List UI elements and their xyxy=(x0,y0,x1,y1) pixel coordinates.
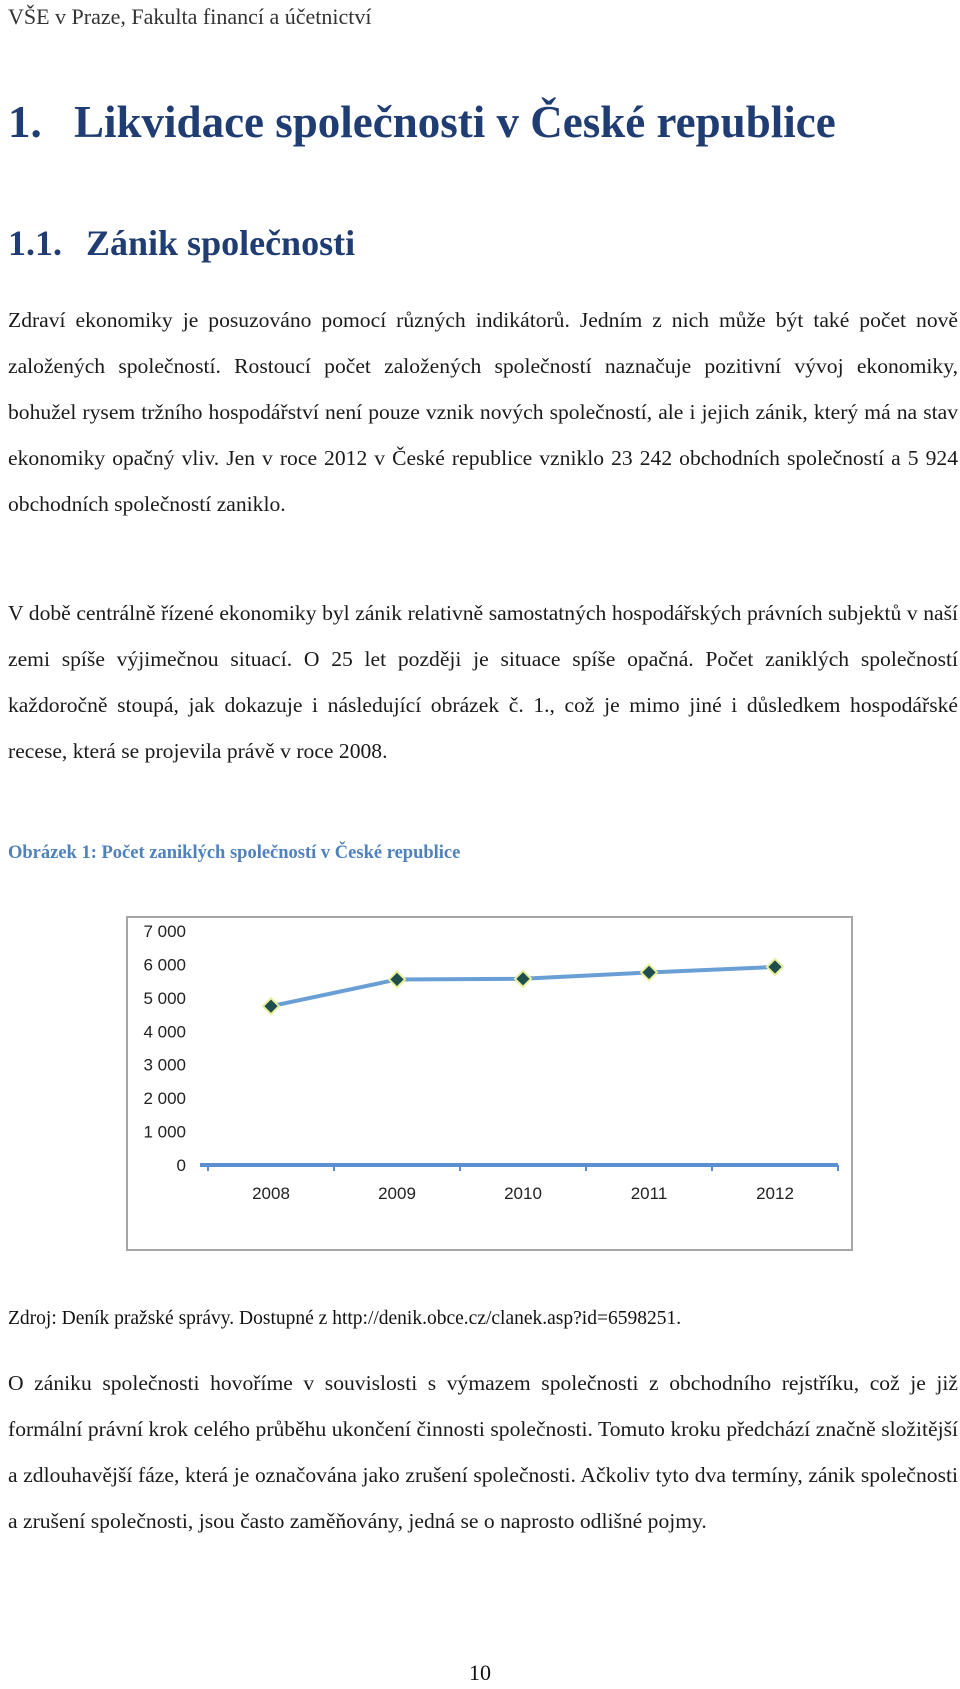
y-tick-label: 5 000 xyxy=(143,988,186,1008)
data-point-marker xyxy=(389,971,405,987)
paragraph-intro: Zdraví ekonomiky je posuzováno pomocí různých indikátorů. Jedním z nich může být také počet nově založených společností. Rostoucí počet založených společností naznačuje pozitivní vývoj ekonomiky, bohužel rysem tržního hospodářství není pouze vznik nových společností, ale i jejich zánik, který má na stav ekonomiky opačný vliv. Jen v roce 2012 v České republice vzniklo 23 242 obchodních společností a 5 924 obchodních společností zaniklo. xyxy=(8,308,958,516)
figure-caption: Obrázek 1: Počet zaniklých společností v České republice xyxy=(8,843,461,863)
y-tick-label: 4 000 xyxy=(143,1022,186,1042)
chart-frame xyxy=(126,916,853,1251)
x-tick-label: 2009 xyxy=(378,1184,416,1203)
y-tick-label: 6 000 xyxy=(143,955,186,975)
paragraph-central-economy: V době centrálně řízené ekonomiky byl zánik relativně samostatných hospodářských právních subjektů v naší zemi spíše výjimečnou situací. O 25 let později je situace spíše opačná. Počet zaniklých společností každoročně stoupá, jak dokazuje i následující obrázek č. 1., což je mimo jiné i důsledkem hospodářské recese, která se projevila právě v roce 2008. xyxy=(8,601,958,763)
data-point-marker xyxy=(641,964,657,980)
section-number: 1.1. xyxy=(8,223,62,263)
paragraph-dissolution: O zániku společnosti hovoříme v souvislosti s výmazem společnosti z obchodního rejstříku, což je již formální právní krok celého průběhu ukončení činnosti společnosti. Tomuto kroku předchází značně složitější a zdlouhavější fáze, která je označována jako zrušení společnosti. Ačkoliv tyto dva termíny, zánik společnosti a zrušení společnosti, jsou často zaměňovány, jedná se o naprosto odlišné pojmy. xyxy=(8,1371,958,1533)
page-number: 10 xyxy=(469,1660,491,1685)
y-tick-label: 3 000 xyxy=(143,1055,186,1075)
line-chart xyxy=(128,918,851,1249)
chapter-number: 1. xyxy=(8,97,42,147)
x-tick-label: 2008 xyxy=(252,1184,290,1203)
data-point-marker xyxy=(263,998,279,1014)
y-tick-label: 0 xyxy=(176,1156,186,1175)
x-tick-label: 2010 xyxy=(504,1184,542,1203)
data-point-marker xyxy=(515,971,531,987)
chapter-heading xyxy=(8,96,836,148)
running-header: VŠE v Praze, Fakulta financí a účetnictví xyxy=(8,4,372,29)
y-tick-label: 1 000 xyxy=(143,1122,186,1142)
x-tick-label: 2012 xyxy=(756,1184,794,1203)
y-tick-label: 7 000 xyxy=(143,922,186,941)
chapter-title: Likvidace společnosti v České republice xyxy=(74,97,836,147)
y-tick-label: 2 000 xyxy=(143,1089,186,1109)
figure-source: Zdroj: Deník pražské správy. Dostupné z http://denik.obce.cz/clanek.asp?id=6598251. xyxy=(8,1308,682,1329)
data-point-marker xyxy=(767,959,783,975)
section-title: Zánik společnosti xyxy=(86,223,356,263)
x-tick-label: 2011 xyxy=(630,1184,668,1203)
section-heading xyxy=(8,222,355,264)
